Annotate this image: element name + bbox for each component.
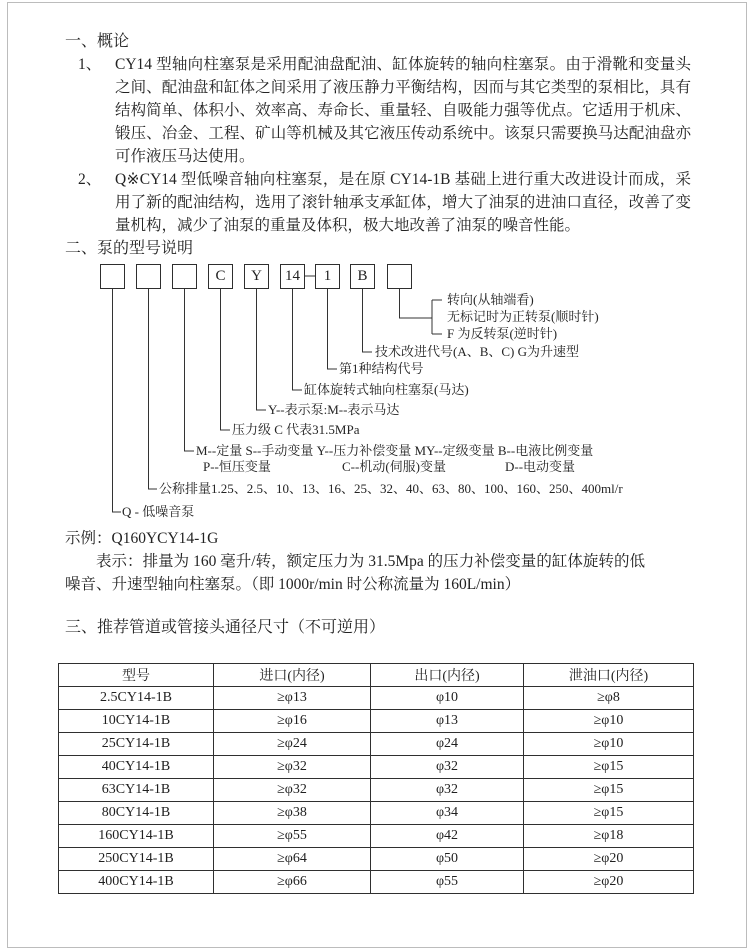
cell-model: 80CY14-1B: [59, 802, 214, 825]
cell-model: 2.5CY14-1B: [59, 687, 214, 710]
col-header-model: 型号: [59, 664, 214, 687]
pipe-size-table-wrap: [58, 663, 694, 894]
label-displacement: 公称排量1.25、2.5、10、13、16、25、32、40、63、80、100、160、250、400ml/r: [159, 481, 623, 496]
label-rotation-line1: 转向(从轴端看): [447, 292, 534, 307]
label-tech-code: 技术改进代号(A、B、C) G为升速型: [375, 344, 580, 359]
cell-outlet: φ55: [371, 871, 524, 894]
cell-drain: ≥φ10: [524, 733, 694, 756]
item-text: Q※CY14 型低噪音轴向柱塞泵，是在原 CY14-1B 基础上进行重大改进设计而成，采用了新的配油结构，选用了滚针轴承支承缸体，增大了油泵的进油口直径，改善了变量机构，减少了油泵的重量及体积，极大地改善了油泵的噪音性能。: [115, 171, 691, 234]
table-row: [59, 710, 694, 733]
label-pump-motor: Y--表示泵:M--表示马达: [268, 402, 400, 417]
item-number: 1、: [78, 56, 102, 73]
table-row: [59, 756, 694, 779]
model-box-1b: 1: [315, 264, 340, 289]
overview-items: [65, 53, 691, 237]
cell-drain: ≥φ20: [524, 871, 694, 894]
overview-item-2: [65, 168, 691, 237]
cell-model: 400CY14-1B: [59, 871, 214, 894]
model-box-C: C: [208, 264, 233, 289]
cell-inlet: ≥φ16: [214, 710, 371, 733]
item-number: 2、: [78, 171, 102, 188]
table-row: [59, 779, 694, 802]
label-variant-c: C--机动(伺服)变量: [342, 459, 446, 474]
table-header-row: [59, 664, 694, 687]
cell-inlet: ≥φ24: [214, 733, 371, 756]
model-box-suffix: [387, 264, 412, 289]
label-variant-d: D--电动变量: [505, 459, 576, 474]
model-box-B: B: [350, 264, 375, 289]
cell-outlet: φ32: [371, 779, 524, 802]
cell-outlet: φ32: [371, 756, 524, 779]
cell-model: 10CY14-1B: [59, 710, 214, 733]
cell-inlet: ≥φ32: [214, 779, 371, 802]
example-block: [65, 527, 645, 596]
cell-model: 25CY14-1B: [59, 733, 214, 756]
pipe-size-table: [58, 663, 694, 894]
model-box-3: [172, 264, 197, 289]
label-variant-line1: M--定量 S--手动变量 Y--压力补偿变量 MY--定级变量 B--电液比例变量: [196, 443, 594, 458]
cell-model: 160CY14-1B: [59, 825, 214, 848]
cell-outlet: φ13: [371, 710, 524, 733]
cell-inlet: ≥φ66: [214, 871, 371, 894]
cell-model: 40CY14-1B: [59, 756, 214, 779]
label-quiet-pump: Q - 低噪音泵: [122, 504, 195, 519]
table-row: [59, 687, 694, 710]
model-code-diagram: [0, 256, 750, 528]
cell-drain: ≥φ18: [524, 825, 694, 848]
cell-inlet: ≥φ32: [214, 756, 371, 779]
cell-inlet: ≥φ55: [214, 825, 371, 848]
model-box-1: [100, 264, 125, 289]
col-header-outlet: 出口(内径): [371, 664, 524, 687]
cell-outlet: φ42: [371, 825, 524, 848]
table-row: [59, 825, 694, 848]
col-header-drain: 泄油口(内径): [524, 664, 694, 687]
label-rotation-line3: F 为反转泵(逆时针): [447, 326, 558, 341]
cell-inlet: ≥φ38: [214, 802, 371, 825]
cell-model: 250CY14-1B: [59, 848, 214, 871]
cell-inlet: ≥φ13: [214, 687, 371, 710]
cell-outlet: φ34: [371, 802, 524, 825]
col-header-inlet: 进口(内径): [214, 664, 371, 687]
table-row: [59, 802, 694, 825]
overview-item-1: [65, 53, 691, 168]
example-description: 表示：排量为 160 毫升/转，额定压力为 31.5Mpa 的压力补偿变量的缸体旋转的低噪音、升速型轴向柱塞泵。（即 1000r/min 时公称流量为 160L/min）: [65, 553, 645, 593]
cell-drain: ≥φ8: [524, 687, 694, 710]
cell-outlet: φ50: [371, 848, 524, 871]
cell-drain: ≥φ15: [524, 779, 694, 802]
cell-outlet: φ24: [371, 733, 524, 756]
label-pressure-class: 压力级 C 代表31.5MPa: [232, 422, 360, 437]
example-model-code: 示例：Q160YCY14-1G: [65, 530, 219, 547]
cell-outlet: φ10: [371, 687, 524, 710]
cell-drain: ≥φ20: [524, 848, 694, 871]
label-structure-code: 第1种结构代号: [339, 361, 424, 376]
cell-drain: ≥φ10: [524, 710, 694, 733]
model-box-Y: Y: [244, 264, 269, 289]
cell-inlet: ≥φ64: [214, 848, 371, 871]
label-variant-p: P--恒压变量: [203, 459, 271, 474]
model-section-heading: 二、泵的型号说明: [65, 240, 194, 257]
cell-drain: ≥φ15: [524, 802, 694, 825]
table-row: [59, 848, 694, 871]
model-box-14: 14: [280, 264, 305, 289]
overview-heading: 一、概论: [65, 33, 130, 50]
model-box-2: [136, 264, 161, 289]
table-row: [59, 733, 694, 756]
table-row: [59, 871, 694, 894]
label-cylinder-type: 缸体旋转式轴向柱塞泵(马达): [304, 382, 469, 397]
cell-model: 63CY14-1B: [59, 779, 214, 802]
pipe-section-heading: 三、推荐管道或管接头通径尺寸（不可逆用）: [65, 619, 386, 636]
item-text: CY14 型轴向柱塞泵是采用配油盘配油、缸体旋转的轴向柱塞泵。由于滑靴和变量头之间、配油盘和缸体之间采用了液压静力平衡结构，因而与其它类型的泵相比，具有结构简单、体积小、效率高、寿命长、重量轻、自吸能力强等优点。它适用于机床、锻压、冶金、工程、矿山等机械及其它液压传动系统中。该泵只需要换马达配油盘亦可作液压马达使用。: [115, 56, 691, 165]
cell-drain: ≥φ15: [524, 756, 694, 779]
label-rotation-line2: 无标记时为正转泵(顺时针): [447, 309, 599, 324]
